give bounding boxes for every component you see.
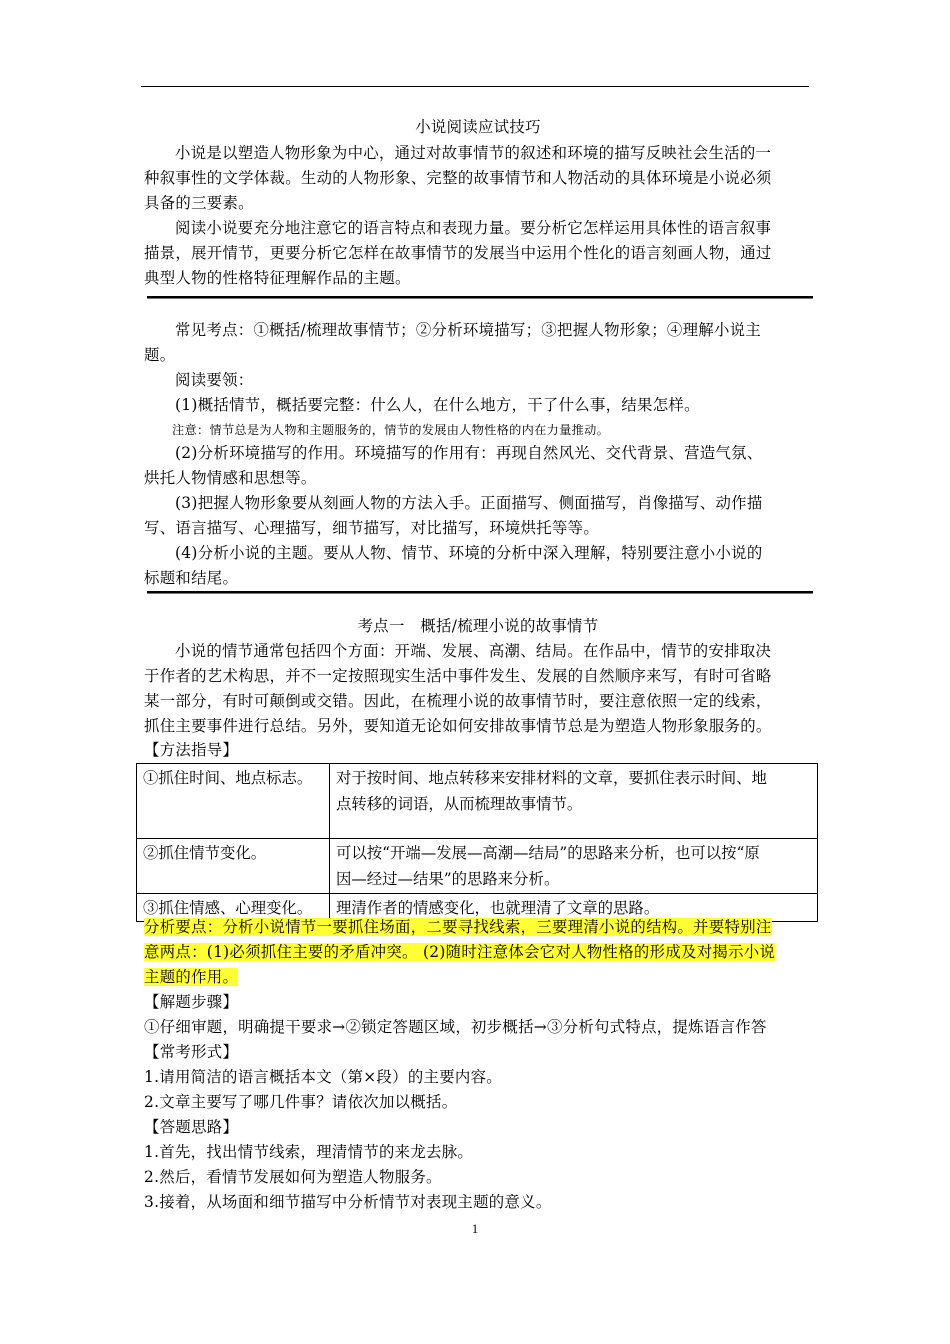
highlight-line [144, 965, 812, 991]
table-row [137, 839, 818, 894]
table-cell-value: 理清作者的情感变化，也就理清了文章的思路。 [330, 893, 818, 922]
section-para-line: 某一部分，有时可颠倒或交错。因此，在梳理小说的故事情节时，要注意依照一定的线索， [144, 692, 772, 710]
intro-line: 典型人物的性格特征理解作品的主题。 [144, 269, 411, 287]
intro-line: 种叙事性的文学体裁。生动的人物形象、完整的故事情节和人物活动的具体环境是小说必须 [144, 169, 772, 187]
points-line: 常见考点：①概括/梳理故事情节；②分析环境描写；③把握人物形象；④理解小说主 [175, 321, 762, 339]
section-heading: 考点一 概括/梳理小说的故事情节 [357, 617, 599, 635]
highlight-text: 意两点：(1)必须抓住主要的矛盾冲突。 (2)随时注意体会它对人物性格的形成及对揭示小说 [144, 943, 776, 961]
ideas-item: 2.然后，看情节发展如何为塑造人物服务。 [144, 1168, 442, 1186]
ideas-item: 1.首先，找出情节线索，理清情节的来龙去脉。 [144, 1143, 474, 1161]
table-row [137, 764, 818, 839]
section-para-line: 小说的情节通常包括四个方面：开端、发展、高潮、结局。在作品中，情节的安排取决 [175, 642, 772, 660]
method-label: 【方法指导】 [144, 741, 239, 759]
table-cell-value [330, 839, 818, 894]
points-line: (4)分析小说的主题。要从人物、情节、环境的分析中深入理解，特别要注意小小说的 [175, 544, 763, 562]
table-cell-key: ②抓住情节变化。 [137, 839, 330, 894]
intro-line: 具备的三要素。 [144, 194, 254, 212]
method-table [136, 763, 818, 922]
points-line: 标题和结尾。 [144, 569, 239, 587]
table-cell-key: ①抓住时间、地点标志。 [137, 764, 330, 839]
document-title: 小说阅读应试技巧 [415, 118, 541, 136]
table-cell-line: 可以按“开端—发展—高潮—结局”的思路来分析，也可以按“原 [336, 844, 760, 862]
points-line: (1)概括情节，概括要完整：什么人，在什么地方，干了什么事，结果怎样。 [175, 396, 700, 414]
steps-text: ①仔细审题，明确提干要求→②锁定答题区域，初步概括→③分析句式特点，提炼语言作答 [144, 1018, 767, 1036]
forms-item: 2.文章主要写了哪几件事？请依次加以概括。 [144, 1093, 458, 1111]
page-number: 1 [471, 1222, 479, 1236]
ideas-item: 3.接着，从场面和细节描写中分析情节对表现主题的意义。 [144, 1193, 552, 1211]
forms-label: 【常考形式】 [144, 1043, 239, 1061]
highlight-text: 主题的作用。 [144, 968, 239, 986]
points-line: 写、语言描写、心理描写，细节描写，对比描写，环境烘托等等。 [144, 519, 600, 537]
intro-line: 描景，展开情节，更要分析它怎样在故事情节的发展当中运用个性化的语言刻画人物，通过 [144, 244, 772, 262]
points-line: 题。 [144, 346, 176, 364]
forms-item: 1.请用简洁的语言概括本文（第×段）的主要内容。 [144, 1068, 502, 1086]
table-cell-line: 对于按时间、地点转移来安排材料的文章，要抓住表示时间、地 [336, 769, 767, 787]
points-note: 注意：情节总是为人物和主题服务的，情节的发展由人物性格的内在力量推动。 [172, 423, 610, 437]
table-cell-value [330, 764, 818, 839]
table-cell-line: 点转移的词语，从而梳理故事情节。 [336, 794, 583, 813]
highlight-text: 分析要点：分析小说情节一要抓住场面，二要寻找线索，三要理清小说的结构。并要特别注 [144, 918, 772, 936]
table-cell-key: ③抓住情感、心理变化。 [137, 893, 330, 922]
section-separator [147, 296, 813, 299]
header-rule [141, 86, 809, 87]
section-para-line: 抓住主要事件进行总结。另外，要知道无论如何安排故事情节总是为塑造人物形象服务的。 [144, 717, 772, 735]
highlight-line [144, 940, 812, 966]
section-para-line: 于作者的艺术构思，并不一定按照现实生活中事件发生、发展的自然顺序来写，有时可省略 [144, 667, 772, 685]
points-line: 烘托人物情感和思想等。 [144, 469, 317, 487]
points-line: (3)把握人物形象要从刻画人物的方法入手。正面描写、侧面描写，肖像描写、动作描 [175, 494, 763, 512]
steps-label: 【解题步骤】 [144, 993, 239, 1011]
ideas-label: 【答题思路】 [144, 1118, 239, 1136]
points-line: (2)分析环境描写的作用。环境描写的作用有：再现自然风光、交代背景、营造气氛、 [175, 444, 763, 462]
table-cell-line: 因—经过—结果”的思路来分析。 [336, 869, 560, 888]
section-separator [147, 591, 813, 594]
highlight-line [144, 915, 812, 941]
points-line: 阅读要领： [175, 371, 254, 389]
intro-line: 阅读小说要充分地注意它的语言特点和表现力量。要分析它怎样运用具体性的语言叙事 [175, 219, 772, 237]
intro-line: 小说是以塑造人物形象为中心，通过对故事情节的叙述和环境的描写反映社会生活的一 [175, 144, 772, 162]
